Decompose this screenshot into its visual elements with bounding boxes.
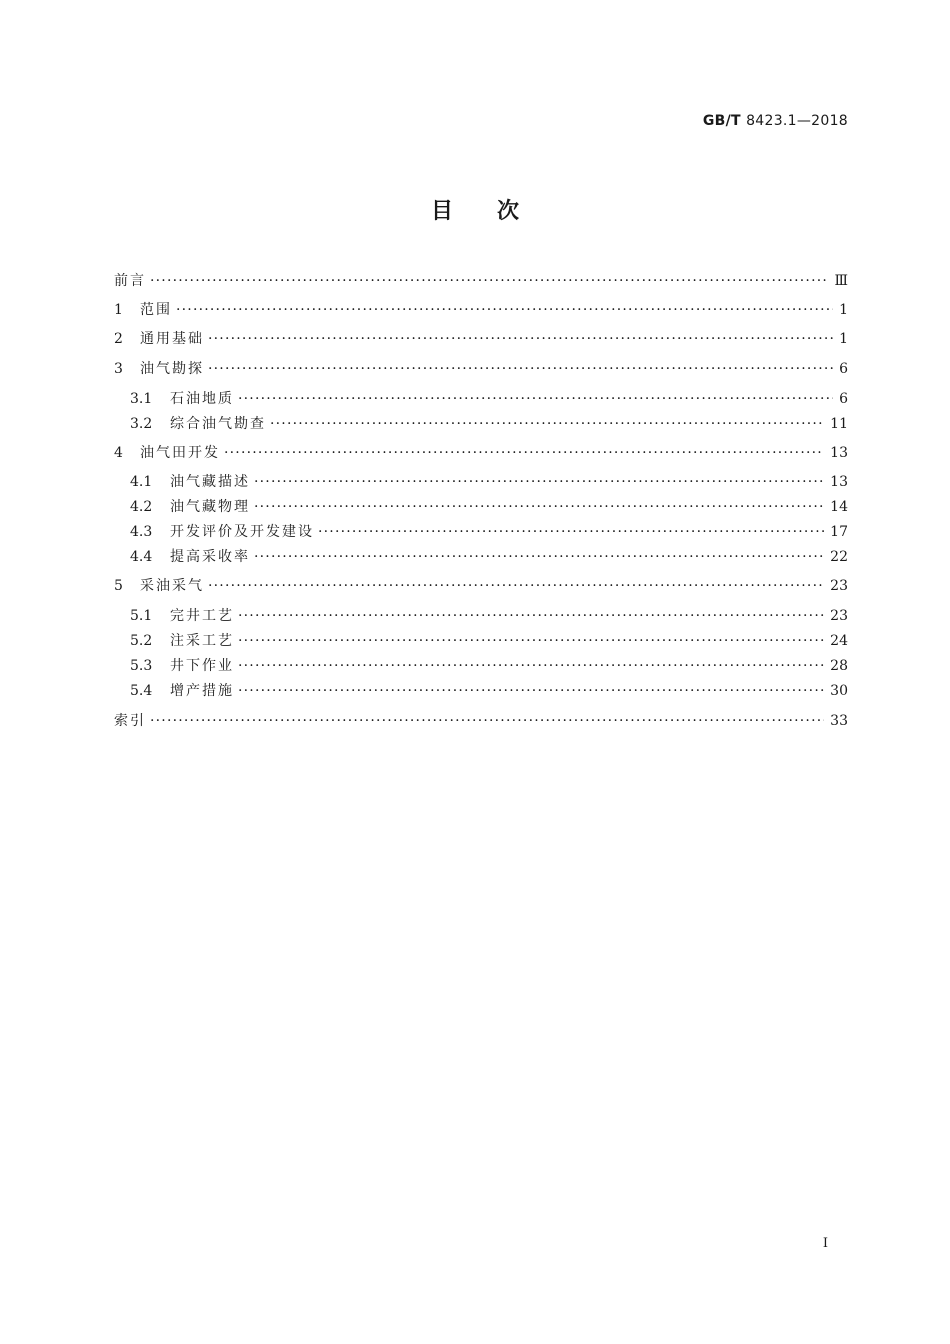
- toc-entry[interactable]: [114, 358, 848, 380]
- toc-entry-label: 增产措施: [170, 683, 234, 699]
- toc-entry[interactable]: [130, 413, 848, 435]
- toc-entry-number: 5: [114, 578, 123, 594]
- toc-entry-label: 开发评价及开发建设: [170, 524, 314, 540]
- toc-dot-leader: [238, 630, 824, 652]
- toc-entry-label: 注采工艺: [170, 633, 234, 649]
- toc-entry-label: 石油地质: [170, 391, 234, 407]
- toc-entry-page: Ⅲ: [834, 273, 848, 289]
- toc-entry-label: 综合油气勘查: [170, 416, 266, 432]
- toc-entry[interactable]: [130, 388, 848, 410]
- toc-entry-label: 油气勘探: [140, 361, 204, 377]
- page-number: I: [822, 1236, 828, 1251]
- toc-entry-label: 索引: [114, 713, 146, 729]
- toc-entry-page: 23: [830, 608, 848, 624]
- toc-entry-label: 完井工艺: [170, 608, 234, 624]
- toc-entry-page: 28: [830, 658, 848, 674]
- toc-entry-page: 6: [839, 361, 848, 377]
- toc-dot-leader: [150, 710, 824, 732]
- toc-dot-leader: [254, 471, 824, 493]
- toc-dot-leader: [318, 521, 824, 543]
- toc-entry-label: 油气藏物理: [170, 499, 250, 515]
- toc-entry-page: 1: [839, 302, 848, 318]
- toc-entry-number: 1: [114, 302, 123, 318]
- toc-entry-number: 5.3: [130, 658, 153, 674]
- standard-code: 8423.1—2018: [746, 113, 848, 129]
- toc-entry-page: 17: [830, 524, 848, 540]
- toc-dot-leader: [224, 442, 824, 464]
- toc-entry[interactable]: [130, 471, 848, 493]
- toc-entry-number: 5.4: [130, 683, 153, 699]
- toc-entry-number: 4: [114, 445, 123, 461]
- toc-entry[interactable]: [114, 442, 848, 464]
- toc-entry-page: 24: [830, 633, 848, 649]
- toc-dot-leader: [238, 655, 824, 677]
- toc-entry-label: 井下作业: [170, 658, 234, 674]
- toc-entry[interactable]: [130, 605, 848, 627]
- toc-entry[interactable]: [114, 328, 848, 350]
- toc-entry-label: 范围: [140, 302, 172, 318]
- toc-entry-page: 33: [830, 713, 848, 729]
- toc-dot-leader: [208, 358, 833, 380]
- toc-dot-leader: [254, 496, 824, 518]
- toc-entry-number: 4.4: [130, 549, 153, 565]
- toc-dot-leader: [176, 299, 833, 321]
- toc-entry-page: 22: [830, 549, 848, 565]
- toc-entry-label: 油气藏描述: [170, 474, 250, 490]
- toc-entry-number: 3.2: [130, 416, 153, 432]
- page-title: 目次: [430, 199, 563, 224]
- toc-entry[interactable]: [114, 710, 848, 732]
- toc-entry-page: 30: [830, 683, 848, 699]
- toc-dot-leader: [238, 605, 824, 627]
- toc-entry-page: 23: [830, 578, 848, 594]
- toc-entry-number: 5.1: [130, 608, 153, 624]
- toc-entry-label: 提高采收率: [170, 549, 250, 565]
- toc-entry[interactable]: [130, 521, 848, 543]
- toc-entry-page: 14: [830, 499, 848, 515]
- toc-entry-page: 1: [839, 331, 848, 347]
- toc-entry-number: 5.2: [130, 633, 153, 649]
- toc-entry[interactable]: [114, 299, 848, 321]
- toc-dot-leader: [238, 680, 824, 702]
- toc-dot-leader: [238, 388, 833, 410]
- toc-entry-page: 11: [830, 416, 848, 432]
- toc-entry-number: 3.1: [130, 391, 153, 407]
- toc-entry[interactable]: [114, 575, 848, 597]
- toc-entry-number: 2: [114, 331, 123, 347]
- toc-entry[interactable]: [130, 680, 848, 702]
- toc-entry-page: 13: [830, 474, 848, 490]
- toc-entry-number: 3: [114, 361, 123, 377]
- toc-dot-leader: [270, 413, 824, 435]
- toc-dot-leader: [208, 575, 824, 597]
- toc-entry-label: 油气田开发: [140, 445, 220, 461]
- toc-entry-number: 4.1: [130, 474, 153, 490]
- toc-dot-leader: [150, 270, 828, 292]
- toc-dot-leader: [254, 546, 824, 568]
- toc-entry-page: 6: [839, 391, 848, 407]
- toc-entry[interactable]: [130, 630, 848, 652]
- toc-entry-label: 前言: [114, 273, 146, 289]
- toc-entry-number: 4.3: [130, 524, 153, 540]
- toc-dot-leader: [208, 328, 833, 350]
- standard-number: [703, 113, 848, 129]
- toc-entry-number: 4.2: [130, 499, 153, 515]
- toc-entry[interactable]: [130, 655, 848, 677]
- toc-entry[interactable]: [114, 270, 848, 292]
- toc-entry-page: 13: [830, 445, 848, 461]
- toc-entry-label: 通用基础: [140, 331, 204, 347]
- standard-prefix: GB/T: [702, 113, 741, 129]
- toc-entry[interactable]: [130, 496, 848, 518]
- toc-entry-label: 采油采气: [140, 578, 204, 594]
- toc-entry[interactable]: [130, 546, 848, 568]
